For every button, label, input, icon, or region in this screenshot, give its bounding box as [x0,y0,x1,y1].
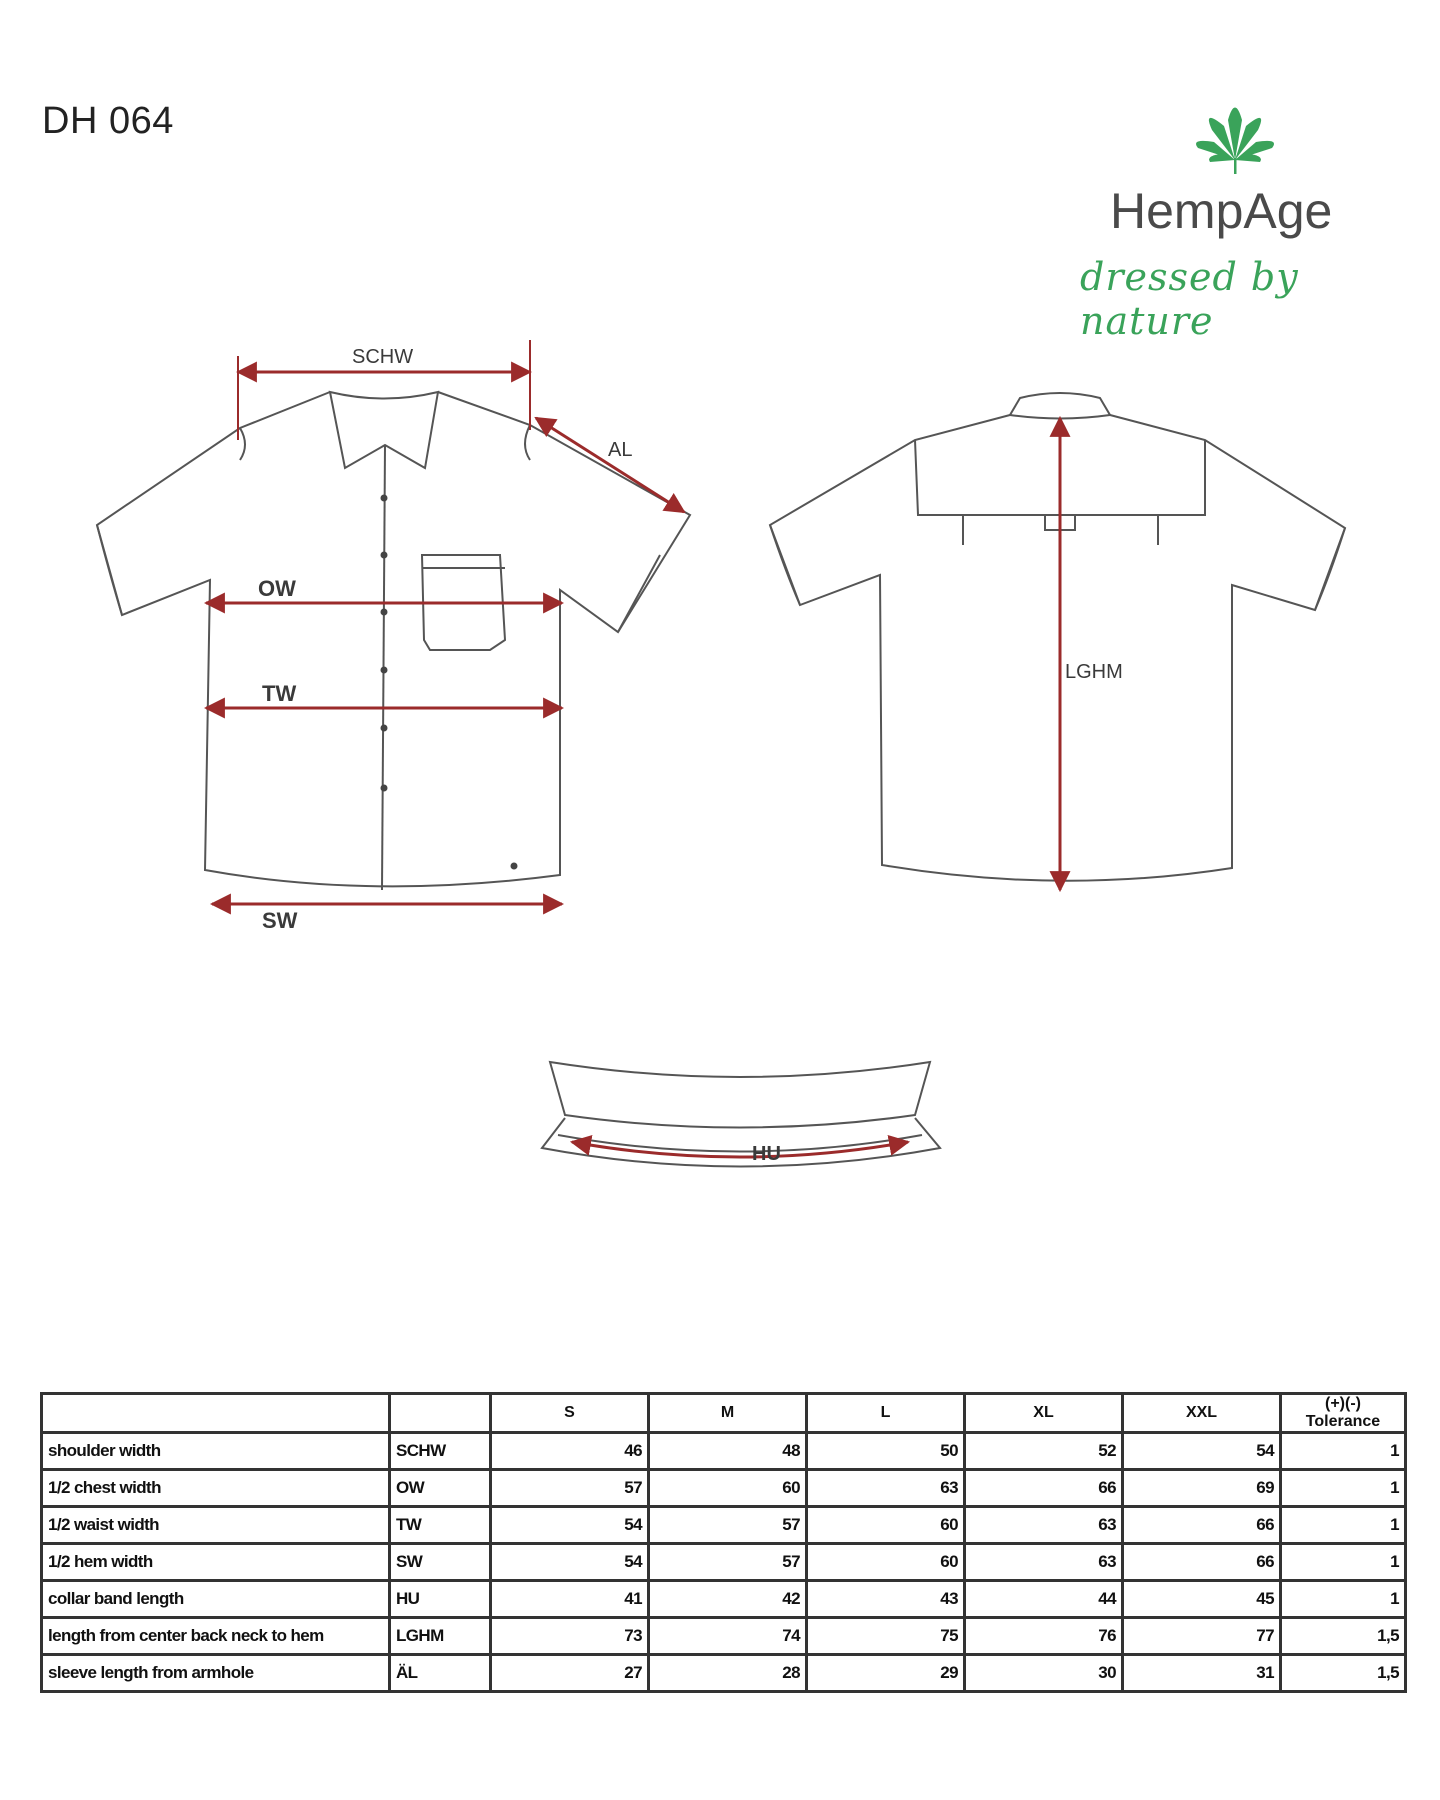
cell-s: 41 [491,1581,649,1618]
ow-label: OW [258,576,296,601]
cell-s: 46 [491,1433,649,1470]
sw-label: SW [262,908,298,933]
tw-label: TW [262,681,297,706]
cell-tolerance: 1 [1281,1470,1406,1507]
brand-tagline: dressed by nature [1080,255,1299,343]
table-header-row [42,1394,1406,1433]
cell-tolerance: 1 [1281,1544,1406,1581]
row-code: OW [390,1470,491,1507]
table-row [42,1618,1406,1655]
cell-l: 60 [807,1544,965,1581]
row-code: ÄL [390,1655,491,1692]
al-label: AL [608,439,633,461]
cell-s: 54 [491,1507,649,1544]
page-title: DH 064 [42,100,174,142]
row-description: 1/2 hem width [42,1544,390,1581]
cell-xl: 52 [965,1433,1123,1470]
cell-s: 57 [491,1470,649,1507]
hu-label: HU [752,1143,781,1165]
cell-tolerance: 1 [1281,1581,1406,1618]
header-tolerance: (+)(-) Tolerance [1281,1394,1406,1433]
cell-s: 27 [491,1655,649,1692]
table-row [42,1655,1406,1692]
cell-l: 50 [807,1433,965,1470]
cell-xxl: 66 [1123,1544,1281,1581]
table-row [42,1433,1406,1470]
header-size-xxl: XXL [1123,1394,1281,1433]
cell-m: 74 [649,1618,807,1655]
header-description [42,1394,390,1433]
cell-s: 54 [491,1544,649,1581]
cell-m: 28 [649,1655,807,1692]
cell-m: 57 [649,1507,807,1544]
cell-tolerance: 1 [1281,1433,1406,1470]
row-code: LGHM [390,1618,491,1655]
row-code: SCHW [390,1433,491,1470]
row-code: SW [390,1544,491,1581]
cell-l: 43 [807,1581,965,1618]
cell-s: 73 [491,1618,649,1655]
cell-xl: 63 [965,1544,1123,1581]
schw-label: SCHW [352,346,414,368]
cell-xl: 44 [965,1581,1123,1618]
cell-xxl: 31 [1123,1655,1281,1692]
table-row [42,1470,1406,1507]
header-code [390,1394,491,1433]
cell-m: 57 [649,1544,807,1581]
cell-xl: 66 [965,1470,1123,1507]
cell-xxl: 69 [1123,1470,1281,1507]
collar-band [542,1062,940,1167]
brand-name: HempAge [1110,183,1333,239]
front-shirt [97,392,690,890]
cell-l: 63 [807,1470,965,1507]
header-size-m: M [649,1394,807,1433]
front-buttons [381,495,518,870]
row-description: 1/2 waist width [42,1507,390,1544]
cell-xxl: 77 [1123,1618,1281,1655]
cell-m: 60 [649,1470,807,1507]
row-description: 1/2 chest width [42,1470,390,1507]
lghm-label: LGHM [1065,661,1123,683]
row-description: collar band length [42,1581,390,1618]
cell-tolerance: 1,5 [1281,1618,1406,1655]
header-size-xl: XL [965,1394,1123,1433]
cell-l: 29 [807,1655,965,1692]
back-shirt [770,393,1345,881]
row-code: HU [390,1581,491,1618]
cell-xl: 63 [965,1507,1123,1544]
header-size-s: S [491,1394,649,1433]
cell-xl: 76 [965,1618,1123,1655]
table-row [42,1544,1406,1581]
cell-xxl: 54 [1123,1433,1281,1470]
cell-m: 42 [649,1581,807,1618]
cell-m: 48 [649,1433,807,1470]
row-description: shoulder width [42,1433,390,1470]
table-row [42,1581,1406,1618]
cell-xl: 30 [965,1655,1123,1692]
table-row [42,1507,1406,1544]
row-description: length from center back neck to hem [42,1618,390,1655]
cell-xxl: 45 [1123,1581,1281,1618]
cell-l: 75 [807,1618,965,1655]
row-description: sleeve length from armhole [42,1655,390,1692]
row-code: TW [390,1507,491,1544]
cell-tolerance: 1,5 [1281,1655,1406,1692]
size-table [40,1392,1407,1693]
cell-l: 60 [807,1507,965,1544]
cell-xxl: 66 [1123,1507,1281,1544]
cell-tolerance: 1 [1281,1507,1406,1544]
header-size-l: L [807,1394,965,1433]
